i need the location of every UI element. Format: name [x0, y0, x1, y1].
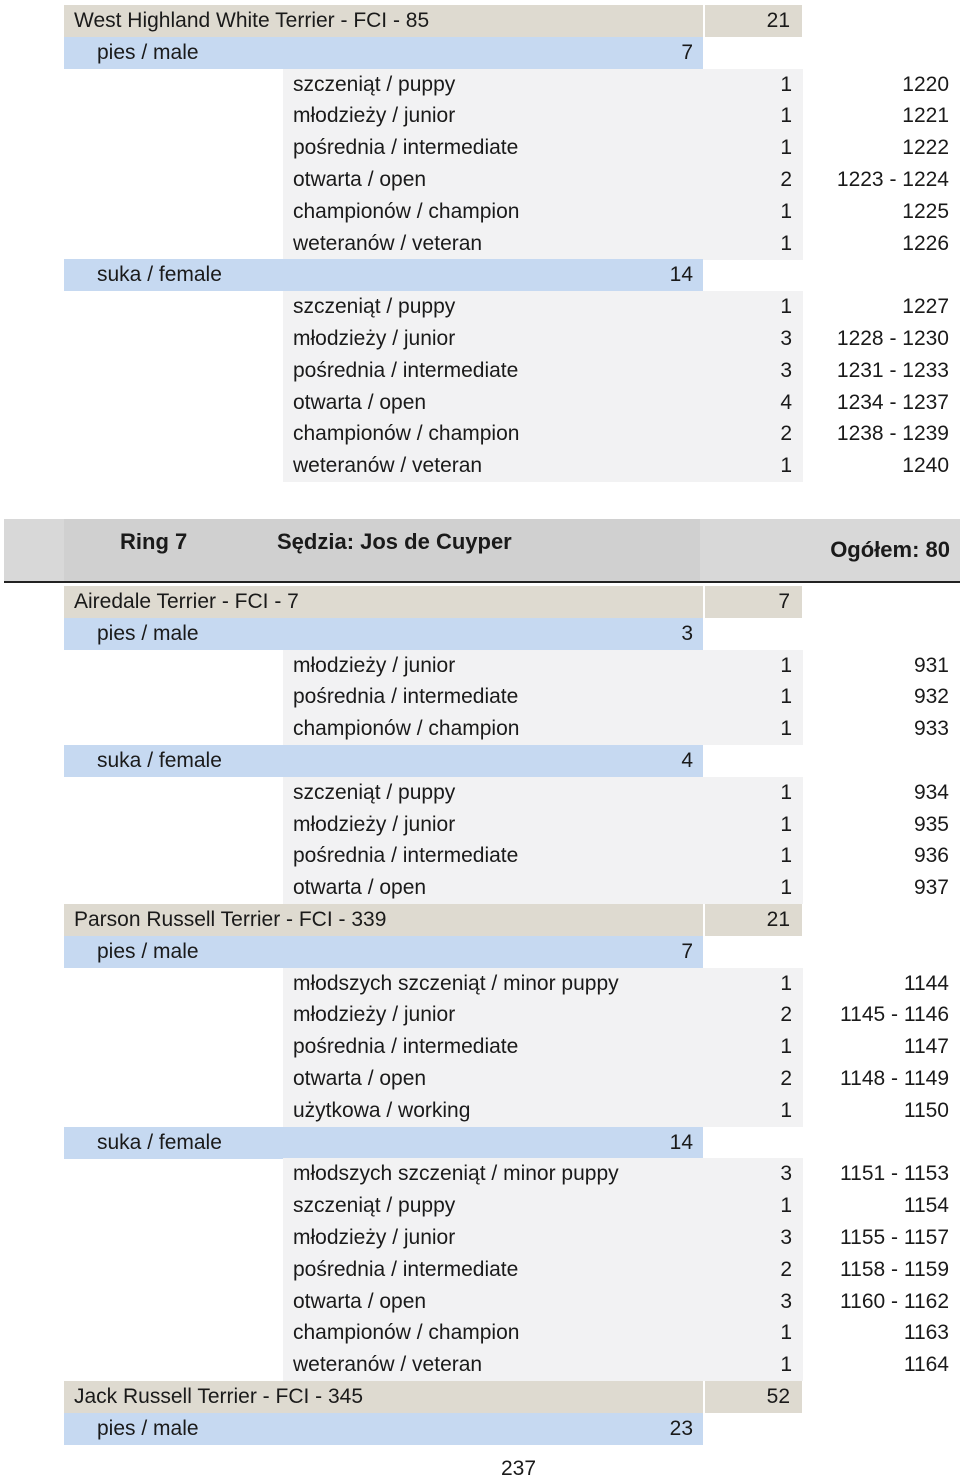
class-name: otwarta / open [293, 876, 427, 900]
ring-title: Ring 7 [120, 529, 188, 554]
ring-total: Ogółem: 80 [830, 537, 950, 562]
breed-row [0, 1381, 960, 1413]
breed-name: West Highland White Terrier - FCI - 85 [74, 9, 430, 32]
class-name: pośrednia / intermediate [293, 1035, 519, 1059]
class-row [0, 1031, 960, 1063]
sex-count: 3 [681, 621, 693, 645]
catalog-numbers: 1164 [903, 1353, 949, 1377]
catalog-numbers: 1226 [902, 231, 949, 255]
catalog-numbers: 934 [913, 780, 949, 804]
catalog-numbers: 932 [913, 685, 949, 709]
class-count: 1 [780, 295, 792, 319]
sex-row [0, 618, 960, 650]
class-count: 3 [780, 1162, 792, 1186]
class-row [0, 1190, 960, 1222]
catalog-numbers: 1144 [903, 971, 949, 995]
class-row [0, 100, 960, 132]
class-row [0, 132, 960, 164]
sex-count: 4 [681, 749, 693, 772]
catalog-numbers: 931 [913, 653, 949, 677]
class-row [0, 1063, 960, 1095]
catalog-numbers: 1154 [903, 1194, 949, 1218]
catalog-numbers: 936 [913, 844, 949, 868]
class-count: 1 [780, 717, 792, 741]
sex-count: 7 [681, 939, 693, 963]
class-count: 4 [780, 390, 792, 414]
class-name: młodszych szczeniąt / minor puppy [293, 1162, 619, 1186]
class-count: 1 [780, 844, 792, 868]
catalog-numbers: 1158 - 1159 [840, 1257, 949, 1281]
class-row [0, 968, 960, 1000]
class-name: młodzieży / junior [293, 327, 456, 350]
class-name: otwarta / open [293, 168, 427, 191]
breed-row [0, 904, 960, 936]
class-row [0, 291, 960, 323]
class-count: 1 [780, 72, 792, 96]
breed-name: Jack Russell Terrier - FCI - 345 [74, 1385, 364, 1408]
class-name: młodszych szczeniąt / minor puppy [293, 971, 619, 995]
class-row [0, 196, 960, 228]
class-name: młodzieży / junior [293, 1226, 456, 1249]
catalog-numbers: 1220 [902, 72, 949, 96]
class-name: otwarta / open [293, 1289, 427, 1313]
class-count: 2 [780, 1067, 792, 1090]
sex-row [0, 745, 960, 777]
sex-label: suka / female [97, 1130, 222, 1154]
class-row [0, 681, 960, 713]
class-name: championów / champion [293, 199, 520, 223]
class-name: championów / champion [293, 1321, 520, 1345]
class-count: 1 [780, 1321, 792, 1345]
class-count: 3 [780, 327, 792, 350]
class-count: 1 [780, 780, 792, 804]
class-name: pośrednia / intermediate [293, 1257, 519, 1281]
class-count: 1 [780, 104, 792, 128]
class-name: championów / champion [293, 422, 520, 446]
catalog-numbers: 1163 [903, 1321, 949, 1345]
catalog-numbers: 935 [913, 812, 949, 836]
class-name: młodzieży / junior [293, 104, 456, 128]
catalog-numbers: 1228 - 1230 [836, 327, 949, 350]
catalog-numbers: 1223 - 1224 [836, 168, 949, 191]
catalog-numbers: 937 [913, 876, 949, 900]
judge-name: Sędzia: Jos de Cuyper [277, 529, 512, 554]
class-row [0, 387, 960, 419]
catalog-numbers: 1240 [902, 454, 949, 478]
breed-count: 7 [778, 590, 790, 613]
class-name: championów / champion [293, 717, 520, 741]
class-name: młodzieży / junior [293, 812, 456, 836]
class-name: szczeniąt / puppy [293, 72, 456, 96]
class-row [0, 164, 960, 196]
class-name: pośrednia / intermediate [293, 685, 519, 709]
class-name: pośrednia / intermediate [293, 358, 519, 382]
class-count: 1 [780, 1194, 792, 1218]
sex-row [0, 936, 960, 968]
catalog-numbers: 1147 [903, 1035, 949, 1059]
breed-row [0, 5, 960, 37]
class-name: pośrednia / intermediate [293, 136, 519, 160]
sex-label: suka / female [97, 263, 222, 287]
catalog-numbers: 1238 - 1239 [836, 422, 949, 446]
class-name: weteranów / veteran [293, 1353, 483, 1377]
class-count: 3 [780, 1289, 792, 1313]
breed-count: 21 [766, 9, 790, 32]
class-row [0, 713, 960, 745]
class-count: 2 [780, 168, 792, 191]
sex-row [0, 37, 960, 69]
ring-header [4, 519, 960, 583]
class-row [0, 1254, 960, 1286]
class-name: szczeniąt / puppy [293, 295, 456, 319]
sex-label: suka / female [97, 749, 222, 772]
class-count: 1 [780, 136, 792, 160]
class-count: 1 [780, 812, 792, 836]
class-row [0, 69, 960, 101]
class-row [0, 840, 960, 872]
catalog-numbers: 1221 [902, 104, 949, 128]
class-row [0, 228, 960, 260]
class-name: otwarta / open [293, 1067, 427, 1090]
catalog-numbers: 1148 - 1149 [840, 1067, 949, 1090]
class-count: 1 [780, 685, 792, 709]
class-row [0, 777, 960, 809]
class-row [0, 418, 960, 450]
class-row [0, 650, 960, 682]
catalog-numbers: 1227 [902, 295, 949, 319]
class-name: użytkowa / working [293, 1098, 471, 1122]
sex-row [0, 1413, 960, 1445]
sex-count: 23 [669, 1416, 693, 1440]
class-name: otwarta / open [293, 390, 427, 414]
class-name: młodzieży / junior [293, 653, 456, 677]
class-count: 1 [780, 1035, 792, 1059]
class-name: szczeniąt / puppy [293, 1194, 456, 1218]
sex-row [0, 1127, 960, 1159]
catalog-numbers: 933 [913, 717, 949, 741]
class-row [0, 999, 960, 1031]
class-row [0, 872, 960, 904]
breed-name: Parson Russell Terrier - FCI - 339 [74, 908, 387, 931]
class-count: 1 [780, 1098, 792, 1122]
class-count: 1 [780, 454, 792, 478]
class-row [0, 450, 960, 482]
class-count: 1 [780, 653, 792, 677]
sex-label: pies / male [97, 40, 199, 64]
catalog-numbers: 1160 - 1162 [840, 1289, 949, 1313]
breed-row [0, 586, 960, 618]
class-count: 3 [780, 1226, 792, 1249]
catalog-numbers: 1231 - 1233 [836, 358, 949, 382]
sex-label: pies / male [97, 939, 199, 963]
breed-count: 52 [766, 1385, 790, 1408]
class-row [0, 1286, 960, 1318]
class-count: 3 [780, 358, 792, 382]
page-number: 237 [500, 1457, 537, 1480]
class-row [0, 1317, 960, 1349]
breed-name: Airedale Terrier - FCI - 7 [74, 590, 299, 613]
class-count: 2 [780, 422, 792, 446]
class-row [0, 809, 960, 841]
class-name: weteranów / veteran [293, 231, 483, 255]
sex-count: 7 [681, 40, 693, 64]
class-count: 1 [780, 971, 792, 995]
catalog-numbers: 1234 - 1237 [836, 390, 949, 414]
catalog-numbers: 1145 - 1146 [840, 1003, 949, 1027]
breed-count: 21 [766, 908, 790, 931]
class-row [0, 323, 960, 355]
catalog-numbers: 1151 - 1153 [840, 1162, 949, 1186]
catalog-numbers: 1150 [903, 1098, 949, 1122]
class-row [0, 1222, 960, 1254]
class-row [0, 1158, 960, 1190]
class-row [0, 355, 960, 387]
class-count: 1 [780, 231, 792, 255]
class-name: szczeniąt / puppy [293, 780, 456, 804]
sex-row [0, 259, 960, 291]
class-count: 1 [780, 1353, 792, 1377]
class-count: 1 [780, 199, 792, 223]
class-count: 2 [780, 1257, 792, 1281]
class-row [0, 1349, 960, 1381]
class-row [0, 1095, 960, 1127]
catalog-numbers: 1222 [902, 136, 949, 160]
class-name: młodzieży / junior [293, 1003, 456, 1027]
catalog-numbers: 1155 - 1157 [840, 1226, 949, 1249]
sex-count: 14 [669, 263, 693, 287]
class-name: weteranów / veteran [293, 454, 483, 478]
class-name: pośrednia / intermediate [293, 844, 519, 868]
class-count: 1 [780, 876, 792, 900]
sex-count: 14 [669, 1130, 693, 1154]
catalog-numbers: 1225 [902, 199, 949, 223]
class-count: 2 [780, 1003, 792, 1027]
sex-label: pies / male [97, 1416, 199, 1440]
sex-label: pies / male [97, 621, 199, 645]
